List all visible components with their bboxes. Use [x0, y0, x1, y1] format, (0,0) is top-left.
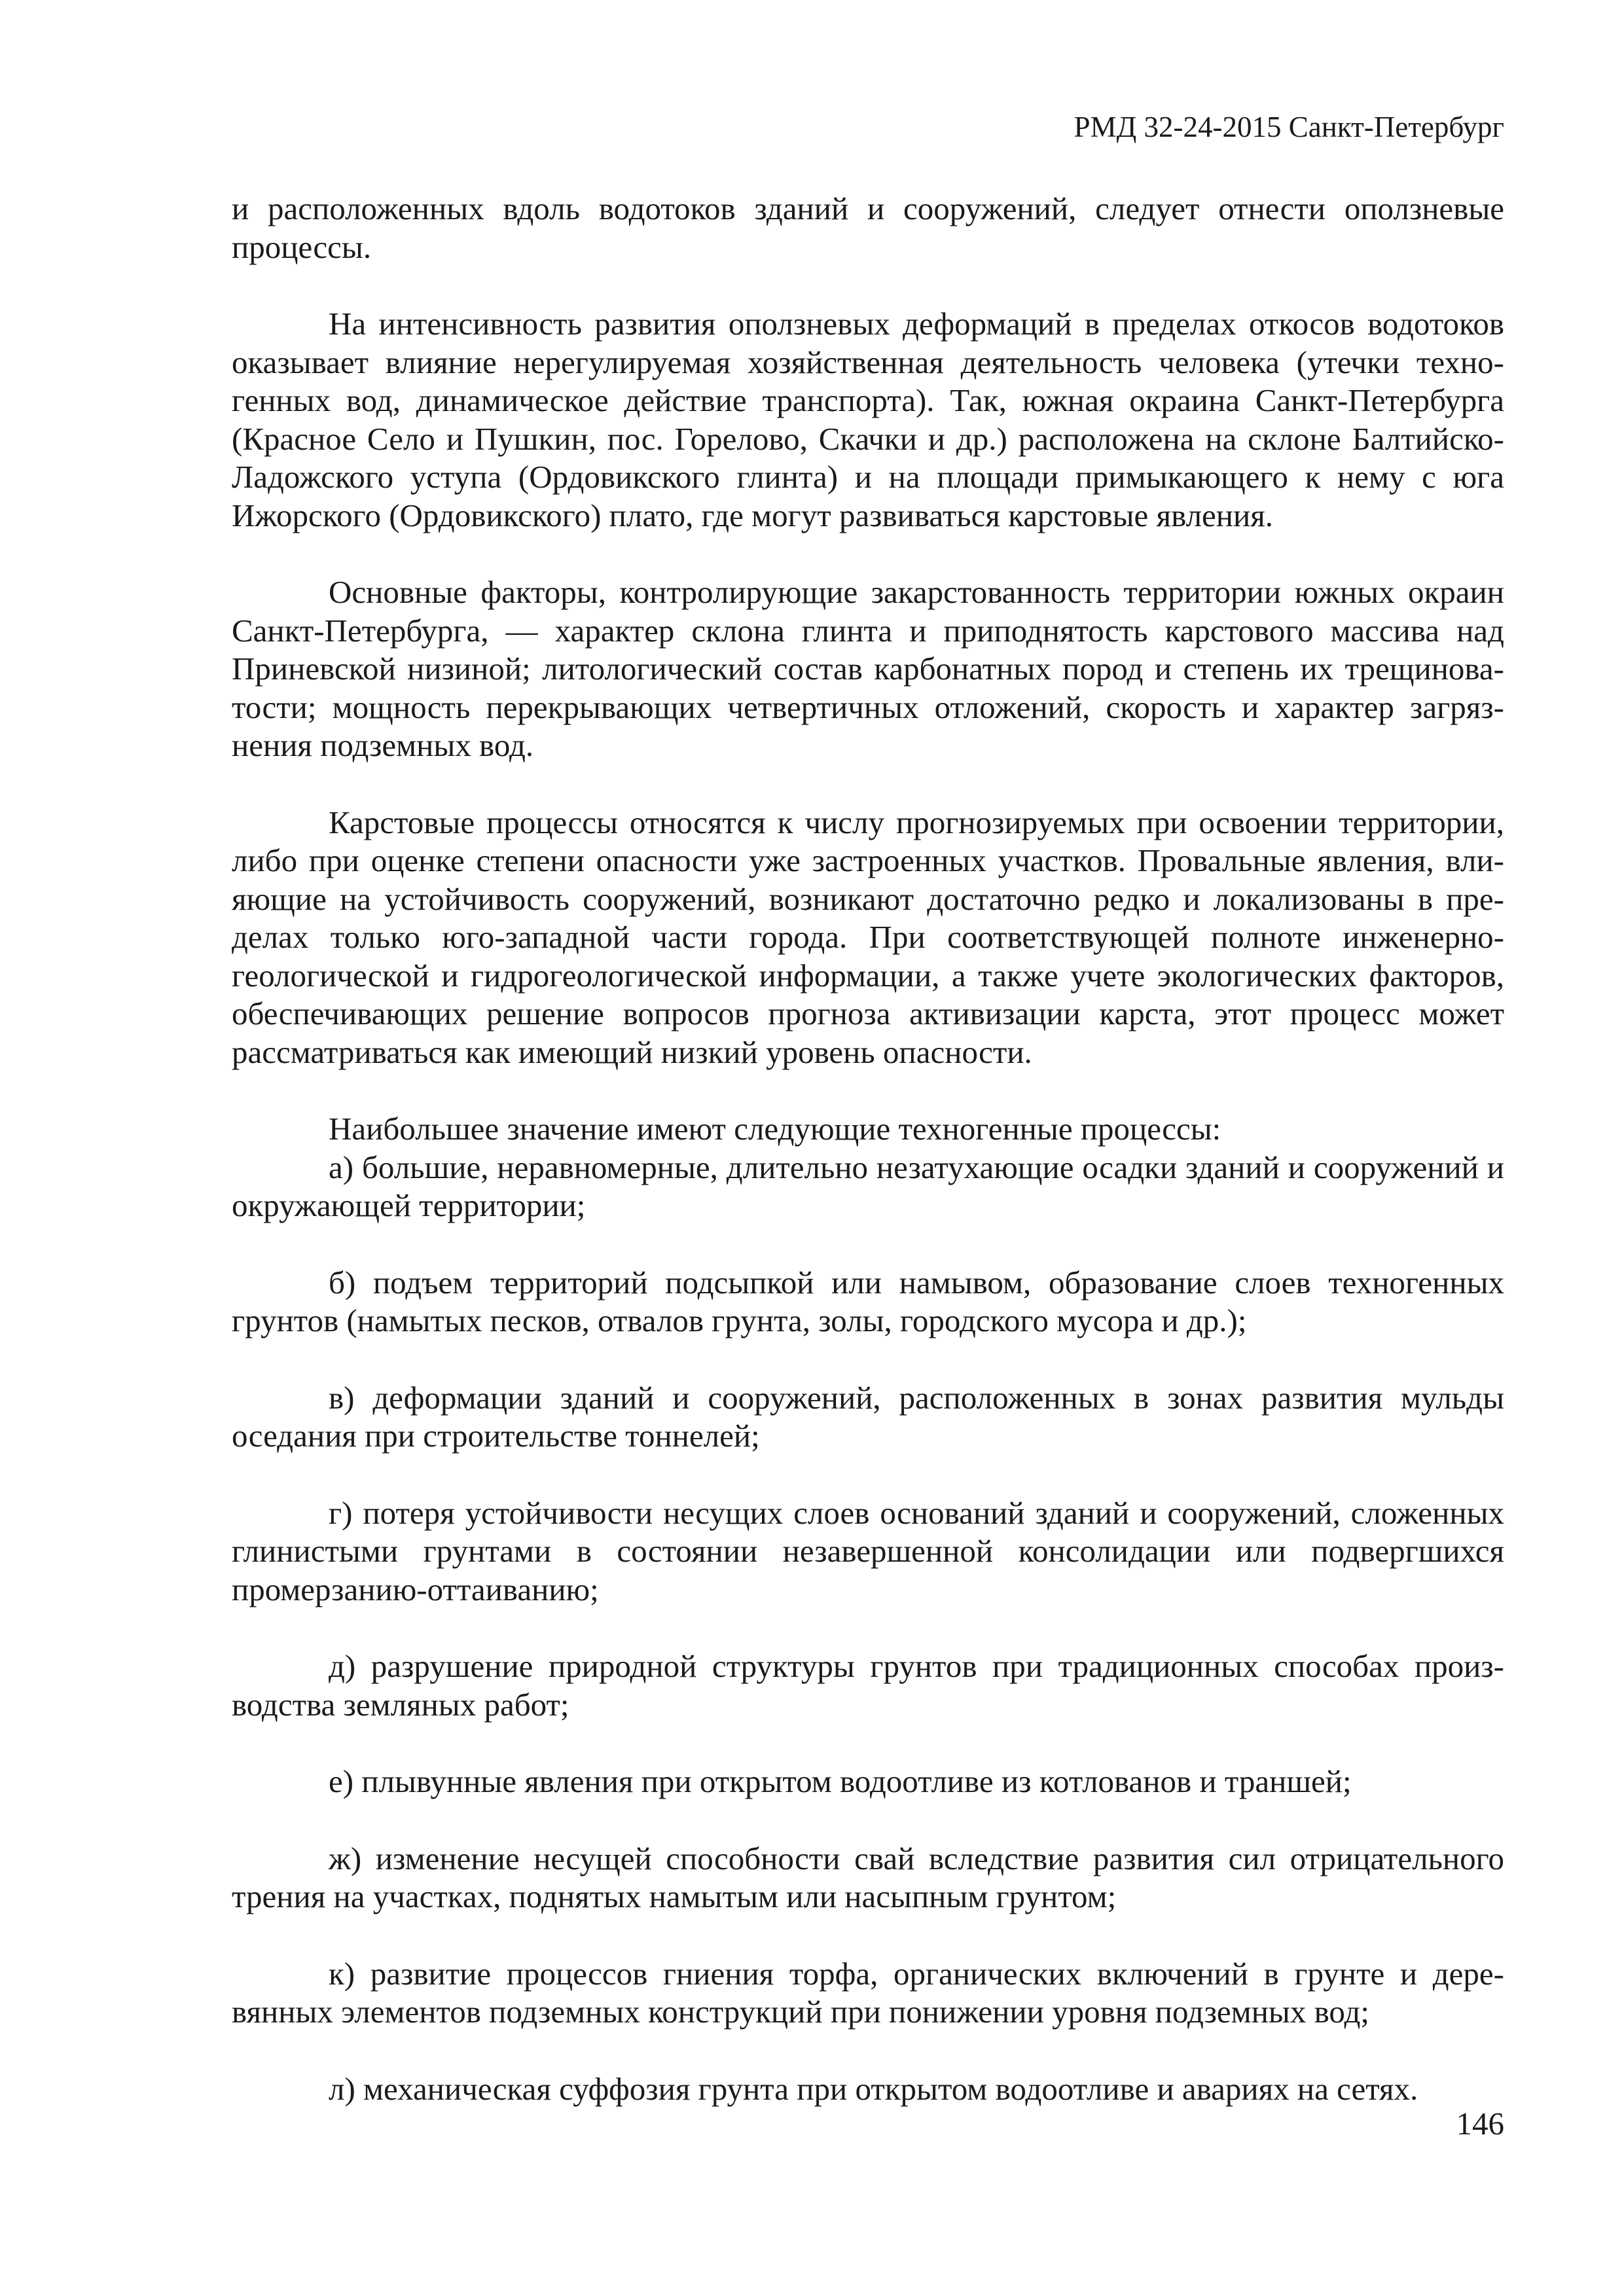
- list-item: г) потеря устойчивости несущих слоев оснований зданий и сооружений, сложенных глинистыми грунтами в состоянии незавершенной консолидации или подвергшихся промерзанию-оттаиванию;: [232, 1494, 1504, 1607]
- paragraph-karst-factors: Основные факторы, контролирующие закарстованность территории южных окраин Санкт-Петербурга, — характер склона глинта и приподнятость карстового массива над Приневской низиной; литологический состав карбонатных пород и степень их трещиноватости; мощность перекрывающих четвертичных отложений, скорость и характер загрязнения подземных вод.: [232, 574, 1504, 763]
- list-item: ж) изменение несущей способности свай вследствие развития сил отрицательного трения на участках, поднятых намытым или насыпным грунтом;: [232, 1840, 1504, 1914]
- list-item: в) деформации зданий и сооружений, расположенных в зонах развития мульды оседания при строительстве тоннелей;: [232, 1379, 1504, 1454]
- page-number: 146: [1456, 2106, 1504, 2142]
- paragraph-list-intro: Наибольшее значение имеют следующие техногенные процессы:: [329, 1111, 1221, 1147]
- list-item: к) развитие процессов гниения торфа, органических включений в грунте и деревянных элементов подземных конструкций при понижении уровня подземных вод;: [232, 1955, 1504, 2030]
- paragraph-landslide-deformations: На интенсивность развития оползневых деформаций в пределах откосов водотоков оказывает влияние нерегулируемая хозяйственная деятельность человека (утечки техногенных вод, динамическое действие транспорта). Так, южная окраина Санкт-Петербурга (Красное Село и Пушкин, пос. Горелово, Скачки и др.) расположена на склоне Балтийско-Ладожского уступа (Ордовикского глинта) и на площади примыкающего к нему с юга Ижорского (Ордовикского) плато, где могут развиваться карстовые явления.: [232, 306, 1504, 533]
- paragraph-continuation: и расположенных вдоль водотоков зданий и сооружений, следует отнести оползневые процессы.: [232, 190, 1504, 265]
- list-item: е) плывунные явления при открытом водоотливе из котлованов и траншей;: [329, 1763, 1352, 1799]
- paragraph-karst-processes: Карстовые процессы относятся к числу прогнозируемых при освоении территории, либо при оценке степени опасности уже застроенных участков. Провальные явления, влияющие на устойчивость сооружений, возникают достаточно редко и локализованы в пределах только юго-западной части города. При соответствующей полноте инженерно-геологической и гидрогеологической информации, а также учете экологических факторов, обеспечивающих решение вопросов прогноза активизации карста, этот процесс может рассматриваться как имеющий низкий уровень опасности.: [232, 804, 1504, 1070]
- list-item: а) большие, неравномерные, длительно незатухающие осадки зданий и сооружений и окружающей территории;: [232, 1149, 1504, 1223]
- list-item: л) механическая суффозия грунта при открытом водоотливе и авариях на сетях.: [329, 2070, 1418, 2107]
- body-text: [232, 190, 1504, 2108]
- list-item: б) подъем территорий подсыпкой или намывом, образование слоев техногенных грунтов (намытых песков, отвалов грунта, золы, городского мусора и др.);: [232, 1264, 1504, 1338]
- running-header: РМД 32-24-2015 Санкт-Петербург: [1074, 111, 1504, 143]
- list-item: д) разрушение природной структуры грунтов при традиционных способах производства земляных работ;: [232, 1648, 1504, 1723]
